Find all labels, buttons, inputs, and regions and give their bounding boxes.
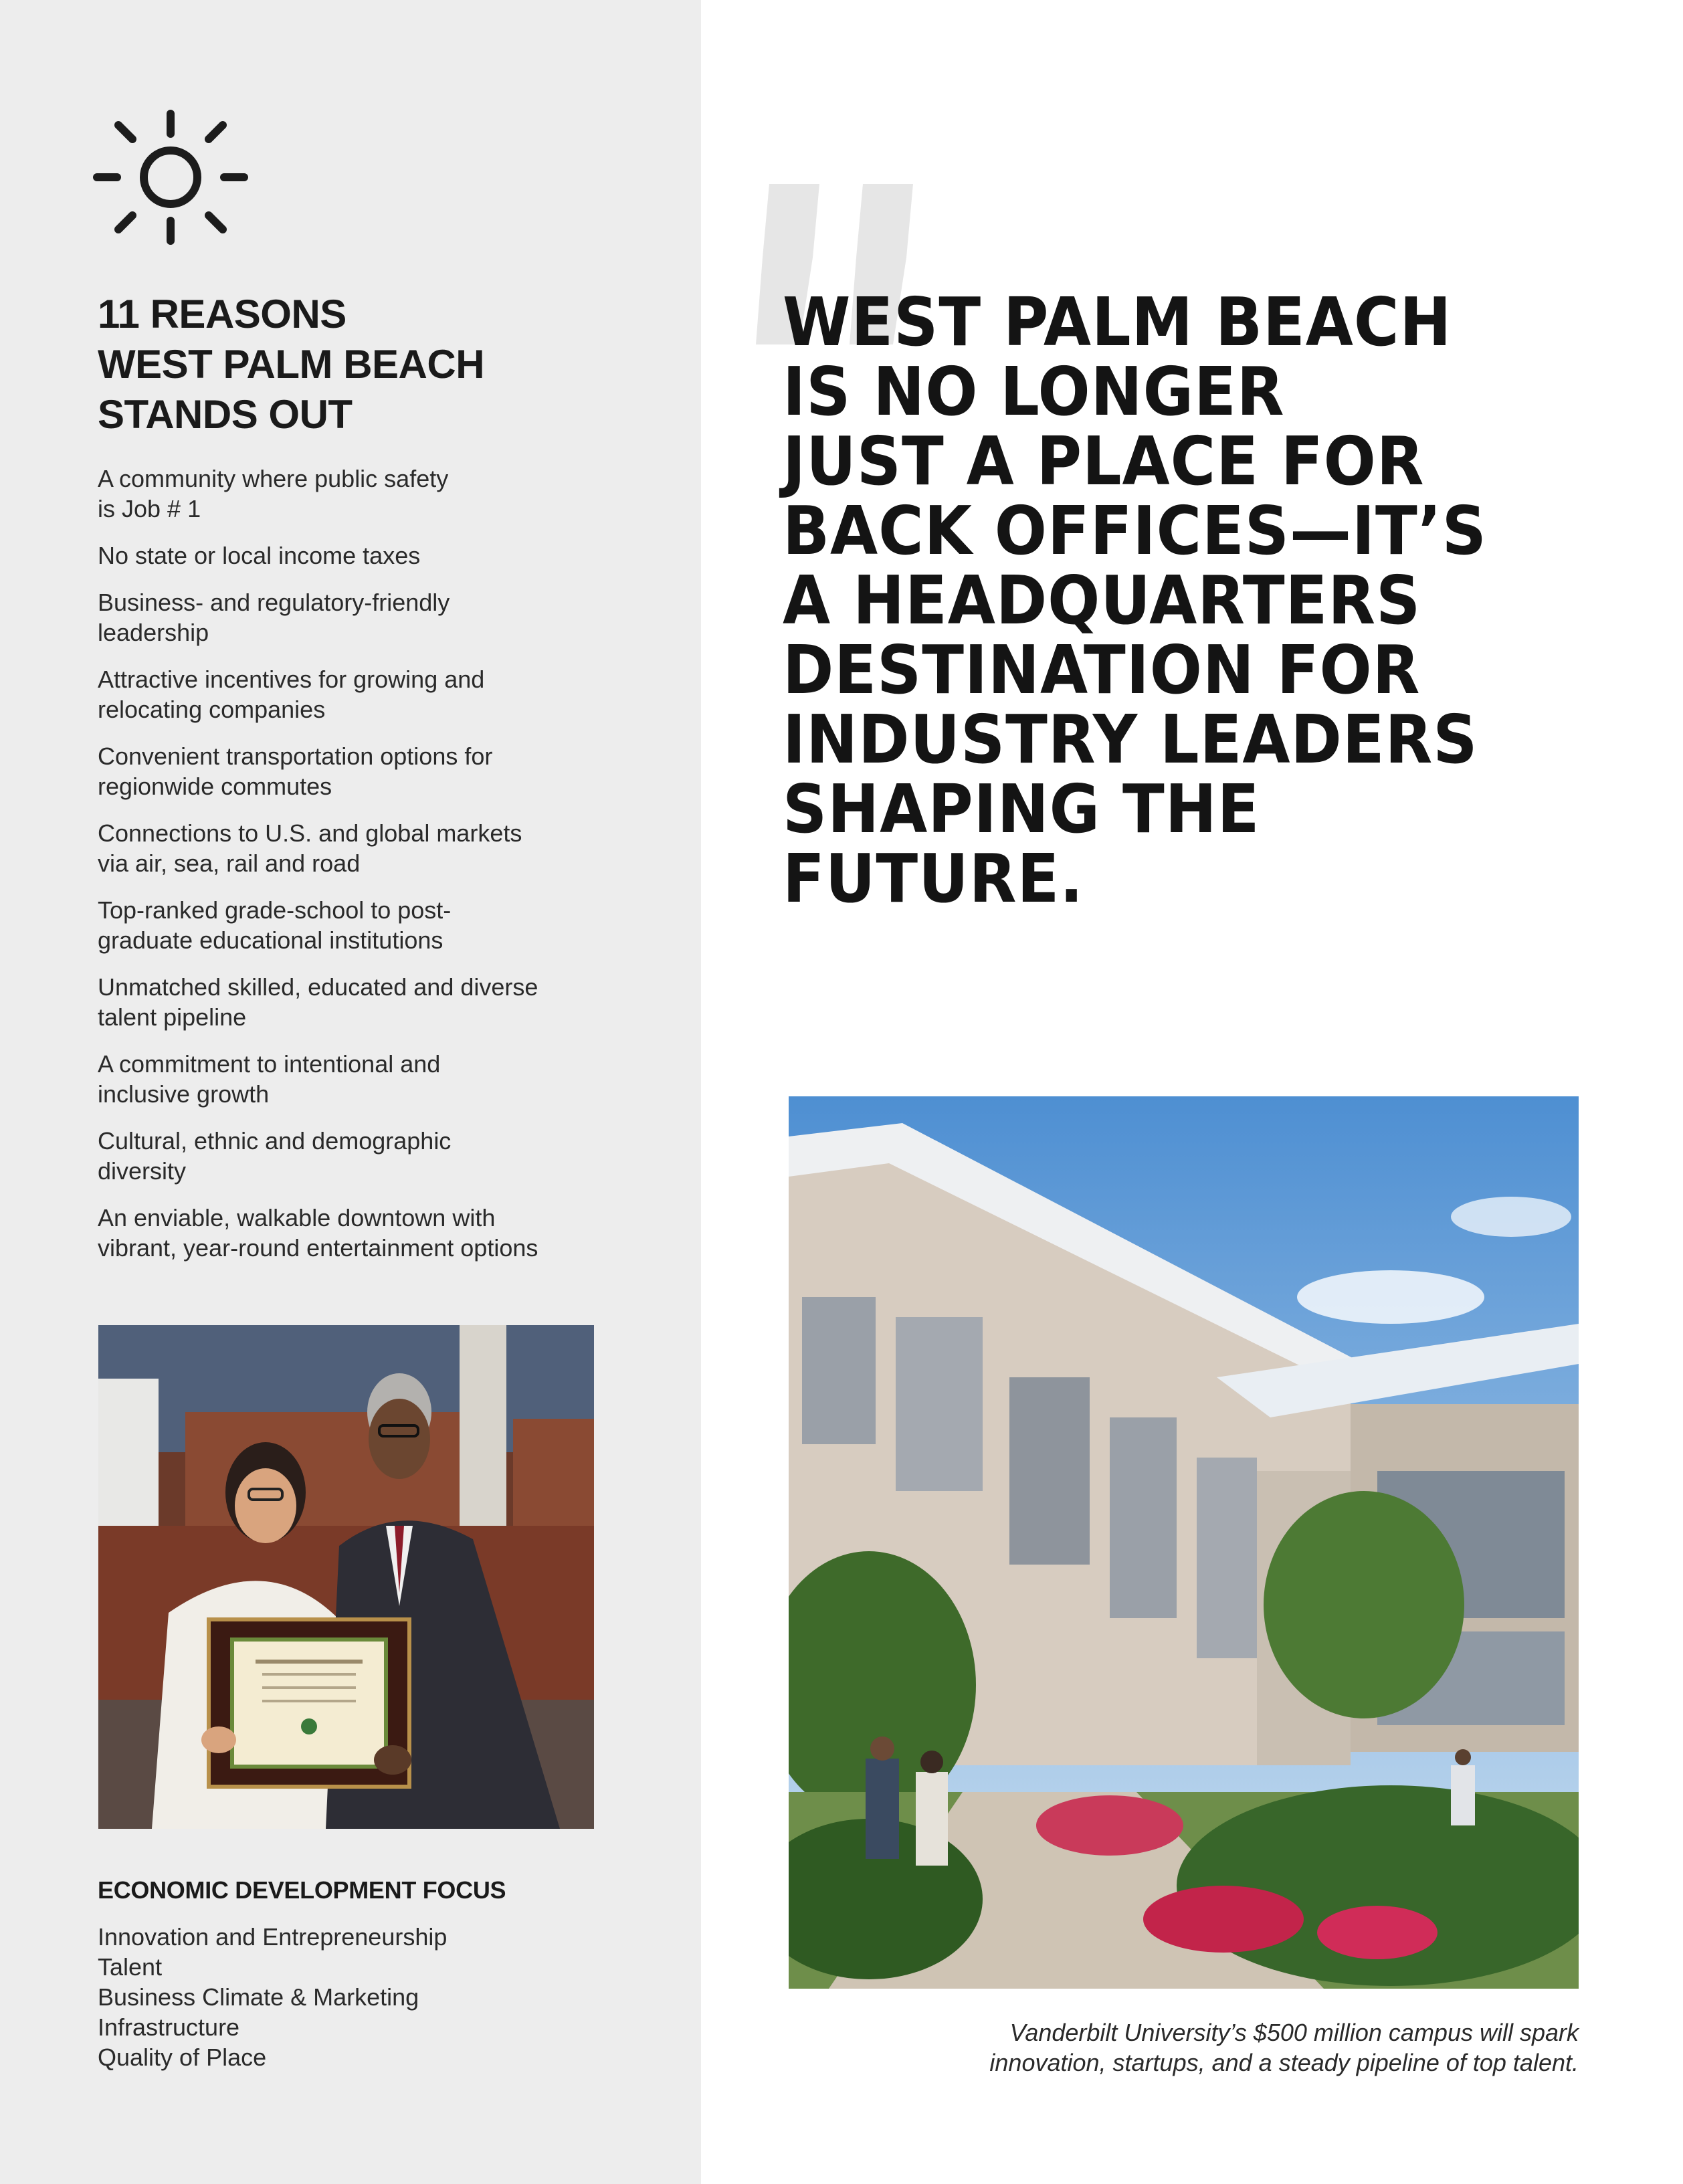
econ-focus-list bbox=[98, 1922, 447, 2072]
reason-item: A commitment to intentional and inclusive growth bbox=[98, 1050, 441, 1108]
econ-heading: ECONOMIC DEVELOPMENT FOCUS bbox=[98, 1876, 506, 1904]
econ-item: Quality of Place bbox=[98, 2044, 267, 2071]
reason-item: An enviable, walkable downtown with vibrant, year-round entertainment options bbox=[98, 1204, 538, 1262]
econ-item: Innovation and Entrepreneurship bbox=[98, 1923, 448, 1951]
reason-item: Convenient transportation options for regionwide commutes bbox=[98, 742, 493, 800]
reason-item: Top-ranked grade-school to post- graduate educational institutions bbox=[98, 896, 452, 954]
award-photo bbox=[98, 1325, 594, 1829]
reason-item: Attractive incentives for growing and relocating companies bbox=[98, 666, 485, 723]
reason-item: Connections to U.S. and global markets via air, sea, rail and road bbox=[98, 819, 522, 877]
reason-item: No state or local income taxes bbox=[98, 542, 421, 569]
pull-quote: WEST PALM BEACH IS NO LONGER JUST A PLACE FOR BACK OFFICES—IT’S A HEADQUARTERS DESTINATION FOR INDUSTRY LEADERS SHAPING THE FUTURE. bbox=[783, 283, 1487, 918]
campus-rendering-photo bbox=[789, 1096, 1579, 1989]
reason-item: A community where public safety is Job # 1 bbox=[98, 465, 449, 522]
reasons-heading: 11 REASONS WEST PALM BEACH STANDS OUT bbox=[98, 292, 485, 437]
reason-item: Business- and regulatory-friendly leadership bbox=[98, 589, 450, 646]
econ-item: Business Climate & Marketing bbox=[98, 1983, 419, 2011]
photo-caption: Vanderbilt University’s $500 million campus will spark innovation, startups, and a steady pipeline of top talent. bbox=[989, 2019, 1579, 2076]
sun-icon bbox=[90, 104, 251, 264]
econ-item: Infrastructure bbox=[98, 2013, 240, 2041]
reason-item: Cultural, ethnic and demographic diversity bbox=[98, 1127, 452, 1185]
reasons-list bbox=[98, 464, 606, 1280]
reason-item: Unmatched skilled, educated and diverse talent pipeline bbox=[98, 973, 538, 1031]
econ-item: Talent bbox=[98, 1953, 163, 1981]
